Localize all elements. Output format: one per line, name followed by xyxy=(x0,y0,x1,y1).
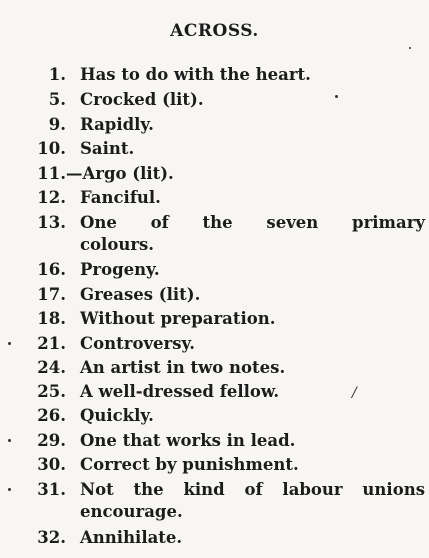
clue-number: 9. xyxy=(48,115,66,134)
clue-continuation: encourage. xyxy=(80,502,183,521)
clue-number: 16. xyxy=(37,260,66,279)
clue-number: 1. xyxy=(48,65,66,84)
clue-number: 18. xyxy=(37,309,66,328)
ink-speck xyxy=(335,95,338,98)
ink-speck xyxy=(8,342,11,345)
clue-text: Quickly. xyxy=(80,406,154,425)
clue-number: 10. xyxy=(37,139,66,158)
clue-number: 32. xyxy=(37,528,66,547)
clue-text: Greases (lit). xyxy=(80,285,201,304)
clue-number: 26. xyxy=(37,406,66,425)
ink-speck xyxy=(8,439,11,442)
clue-number: 12. xyxy=(37,188,66,207)
clue-text: Progeny. xyxy=(80,260,160,279)
clue-text: —Argo (lit). xyxy=(66,164,174,183)
clue-text: Saint. xyxy=(80,139,135,158)
clue-number: 24. xyxy=(37,358,66,377)
clue-text: A well-dressed fellow. xyxy=(80,382,280,401)
clue-text: One of the seven primary xyxy=(80,213,425,232)
ink-mark: / xyxy=(352,385,357,401)
clue-number: 11. xyxy=(37,164,66,183)
clue-text: Rapidly. xyxy=(80,115,154,134)
clue-number: 31. xyxy=(37,480,66,499)
section-heading: ACROSS. xyxy=(170,21,259,41)
clue-text: Not the kind of labour unions xyxy=(80,480,425,499)
clue-text: Fanciful. xyxy=(80,188,161,207)
clue-text: Without preparation. xyxy=(80,309,276,328)
clue-number: 17. xyxy=(37,285,66,304)
clue-continuation: colours. xyxy=(80,235,155,254)
clue-number: 30. xyxy=(37,455,66,474)
clue-number: 5. xyxy=(48,90,66,109)
clue-text: Has to do with the heart. xyxy=(80,65,311,84)
clue-number: 29. xyxy=(37,431,66,450)
clue-text: Controversy. xyxy=(80,334,195,353)
ink-speck xyxy=(409,47,411,49)
clue-number: 21. xyxy=(37,334,66,353)
clue-number: 13. xyxy=(37,213,66,232)
clue-text: Correct by punishment. xyxy=(80,455,299,474)
clue-text: Crocked (lit). xyxy=(80,90,204,109)
clue-text: An artist in two notes. xyxy=(80,358,286,377)
clue-text: Annihilate. xyxy=(80,528,183,547)
ink-speck xyxy=(8,488,11,491)
clue-text: One that works in lead. xyxy=(80,431,296,450)
clue-number: 25. xyxy=(37,382,66,401)
